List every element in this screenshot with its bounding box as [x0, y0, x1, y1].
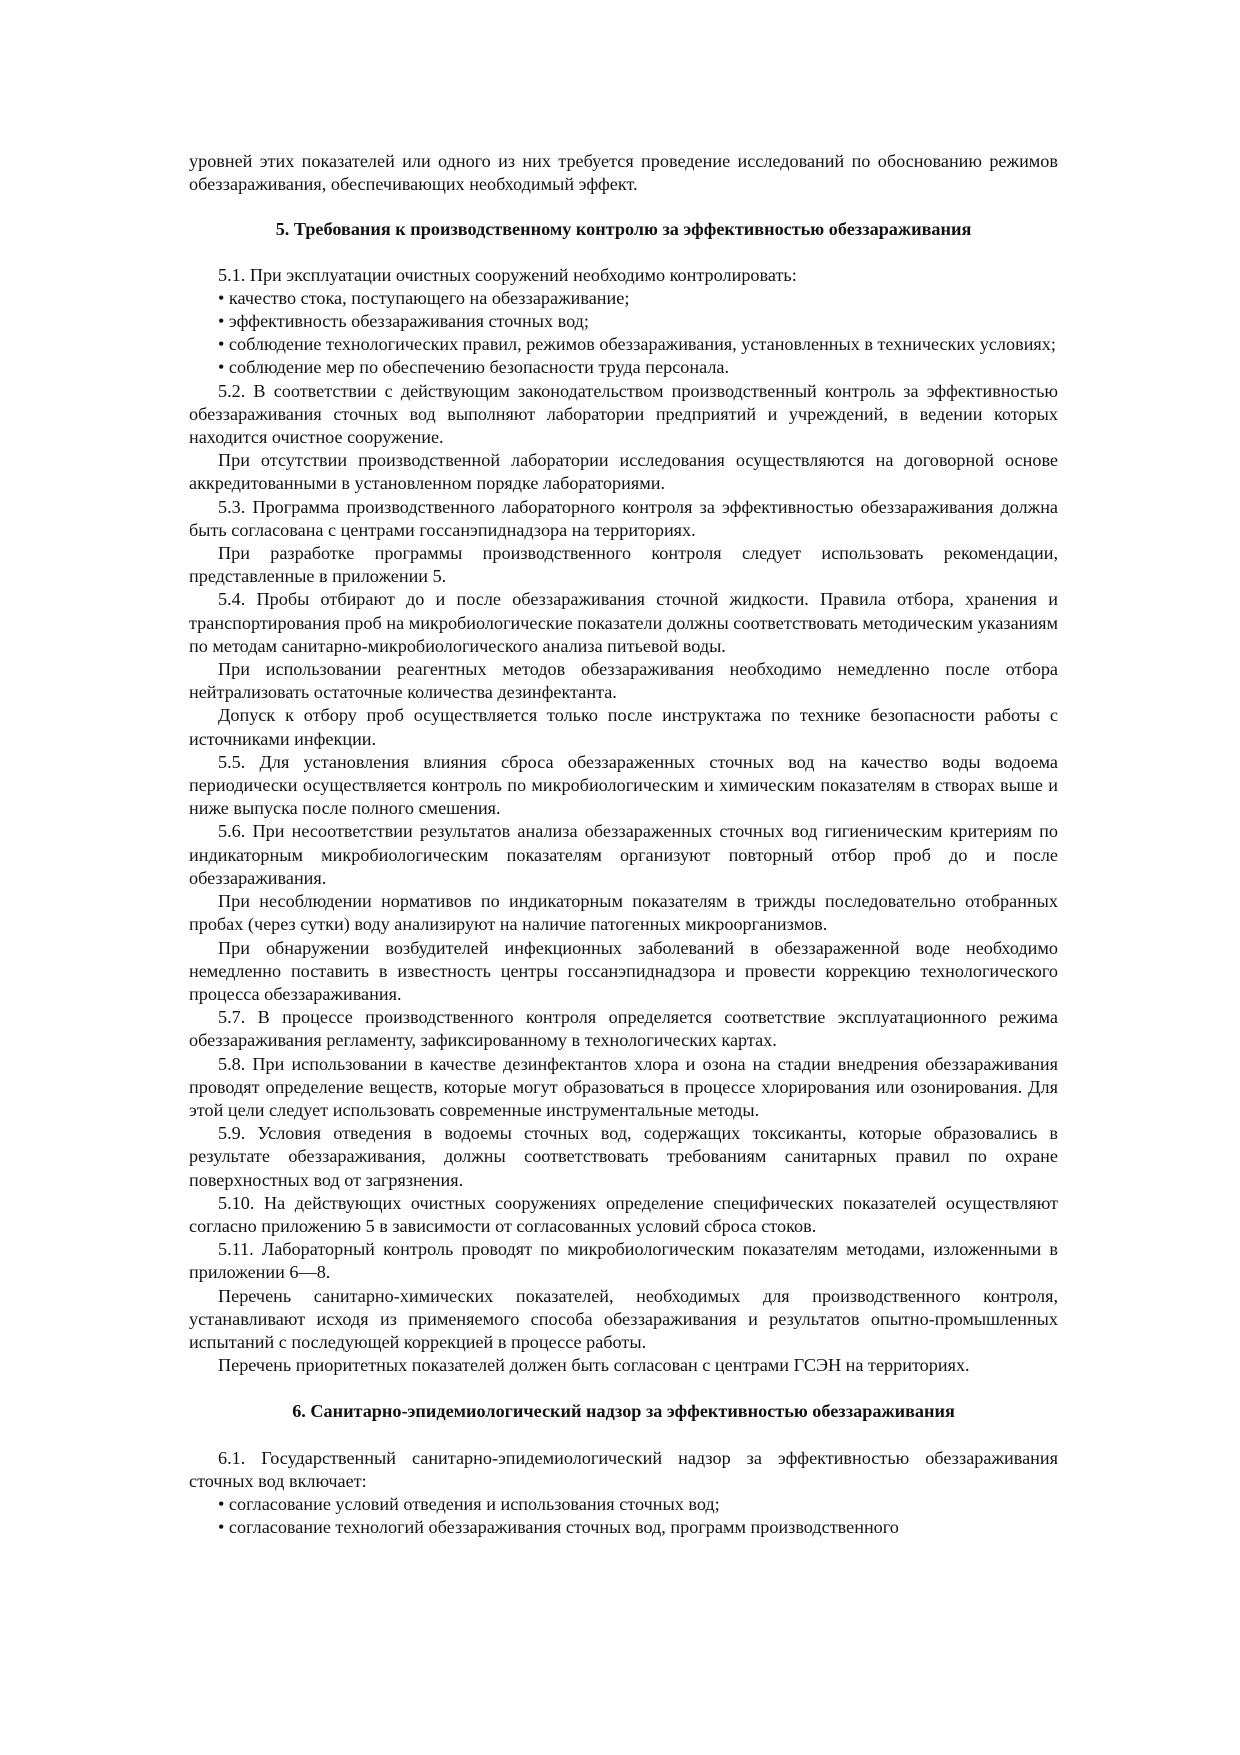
paragraph: Перечень санитарно-химических показателей, необходимых для производственного контроля, устанавливают исходя из применяемого способа обеззараживания и результатов опытно-промышленных испытаний с последующей коррекцией в процессе работы.: [189, 1285, 1058, 1352]
section-6-heading: 6. Санитарно-эпидемиологический надзор за эффективностью обеззараживания: [292, 1401, 955, 1422]
paragraph-5-1: 5.1. При эксплуатации очистных сооружений необходимо контролировать:: [218, 264, 797, 285]
paragraph: При использовании реагентных методов обеззараживания необходимо немедленно после отбора нейтрализовать остаточные количества дезинфектанта.: [189, 659, 1058, 703]
paragraph: Перечень приоритетных показателей должен быть согласован с центрами ГСЭН на территориях.: [218, 1355, 970, 1376]
paragraph-5-3: 5.3. Программа производственного лабораторного контроля за эффективностью обеззараживания должна быть согласована с центрами госсанэпиднадзора на территориях.: [189, 496, 1058, 540]
paragraph: При несоблюдении нормативов по индикаторным показателям в трижды последовательно отобранных пробах (через сутки) воду анализируют на наличие патогенных микроорганизмов.: [189, 891, 1058, 935]
paragraph-5-4: 5.4. Пробы отбирают до и после обеззараживания сточной жидкости. Правила отбора, хранения и транспортирования проб на микробиологические показатели должны соответствовать методическим указаниям по методам санитарно-микробиологического анализа питьевой воды.: [189, 589, 1058, 656]
list-item: • согласование условий отведения и использования сточных вод;: [218, 1493, 720, 1514]
list-item: • соблюдение мер по обеспечению безопасности труда персонала.: [218, 357, 730, 378]
paragraph: При отсутствии производственной лаборатории исследования осуществляются на договорной основе аккредитованными в установленном порядке лабораториями.: [189, 450, 1058, 494]
paragraph-continuation: уровней этих показателей или одного из них требуется проведение исследований по обоснованию режимов обеззараживания, обеспечивающих необходимый эффект.: [189, 151, 1058, 195]
paragraph-5-9: 5.9. Условия отведения в водоемы сточных вод, содержащих токсиканты, которые образовались в результате обеззараживания, должны соответствовать требованиям санитарных правил по охране поверхностных вод от загрязнения.: [189, 1123, 1058, 1190]
paragraph: При обнаружении возбудителей инфекционных заболеваний в обеззараженной воде необходимо немедленно поставить в известность центры госсанэпиднадзора и провести коррекцию технологического процесса обеззараживания.: [189, 937, 1058, 1004]
paragraph-5-2: 5.2. В соответствии с действующим законодательством производственный контроль за эффективностью обеззараживания сточных вод выполняют лаборатории предприятий и учреждений, в ведении которых находится очистное сооружение.: [189, 380, 1058, 448]
list-item: • эффективность обеззараживания сточных вод;: [218, 311, 589, 332]
paragraph-5-8: 5.8. При использовании в качестве дезинфектантов хлора и озона на стадии внедрения обеззараживания проводят определение веществ, которые могут образоваться в процессе хлорирования или озонирования. Для этой цели следует использовать современные инструментальные методы.: [189, 1053, 1058, 1120]
paragraph-5-5: 5.5. Для установления влияния сброса обеззараженных сточных вод на качество воды водоема периодически осуществляется контроль по микробиологическим и химическим показателям в створах выше и ниже выпуска после полного смешения.: [189, 751, 1058, 819]
paragraph-5-6: 5.6. При несоответствии результатов анализа обеззараженных сточных вод гигиеническим критериям по индикаторным микробиологическим показателям организуют повторный отбор проб до и после обеззараживания.: [189, 821, 1058, 888]
paragraph-5-11: 5.11. Лабораторный контроль проводят по микробиологическим показателям методами, изложенными в приложении 6—8.: [189, 1239, 1058, 1283]
document-page: [189, 150, 1058, 1539]
paragraph-6-1: 6.1. Государственный санитарно-эпидемиологический надзор за эффективностью обеззараживания сточных вод включает:: [189, 1447, 1058, 1491]
paragraph-5-10: 5.10. На действующих очистных сооружениях определение специфических показателей осуществляют согласно приложению 5 в зависимости от согласованных условий сброса стоков.: [189, 1192, 1058, 1236]
section-5-heading: 5. Требования к производственному контролю за эффективностью обеззараживания: [275, 219, 972, 240]
list-item: • согласование технологий обеззараживания сточных вод, программ производственного: [218, 1517, 899, 1538]
paragraph: Допуск к отбору проб осуществляется только после инструктажа по технике безопасности работы с источниками инфекции.: [189, 705, 1058, 749]
paragraph: При разработке программы производственного контроля следует использовать рекомендации, представленные в приложении 5.: [189, 543, 1058, 587]
list-item: • качество стока, поступающего на обеззараживание;: [218, 287, 630, 308]
list-item: • соблюдение технологических правил, режимов обеззараживания, установленных в технических условиях;: [218, 334, 1056, 355]
paragraph-5-7: 5.7. В процессе производственного контроля определяется соответствие эксплуатационного режима обеззараживания регламенту, зафиксированному в технологических картах.: [189, 1007, 1058, 1051]
